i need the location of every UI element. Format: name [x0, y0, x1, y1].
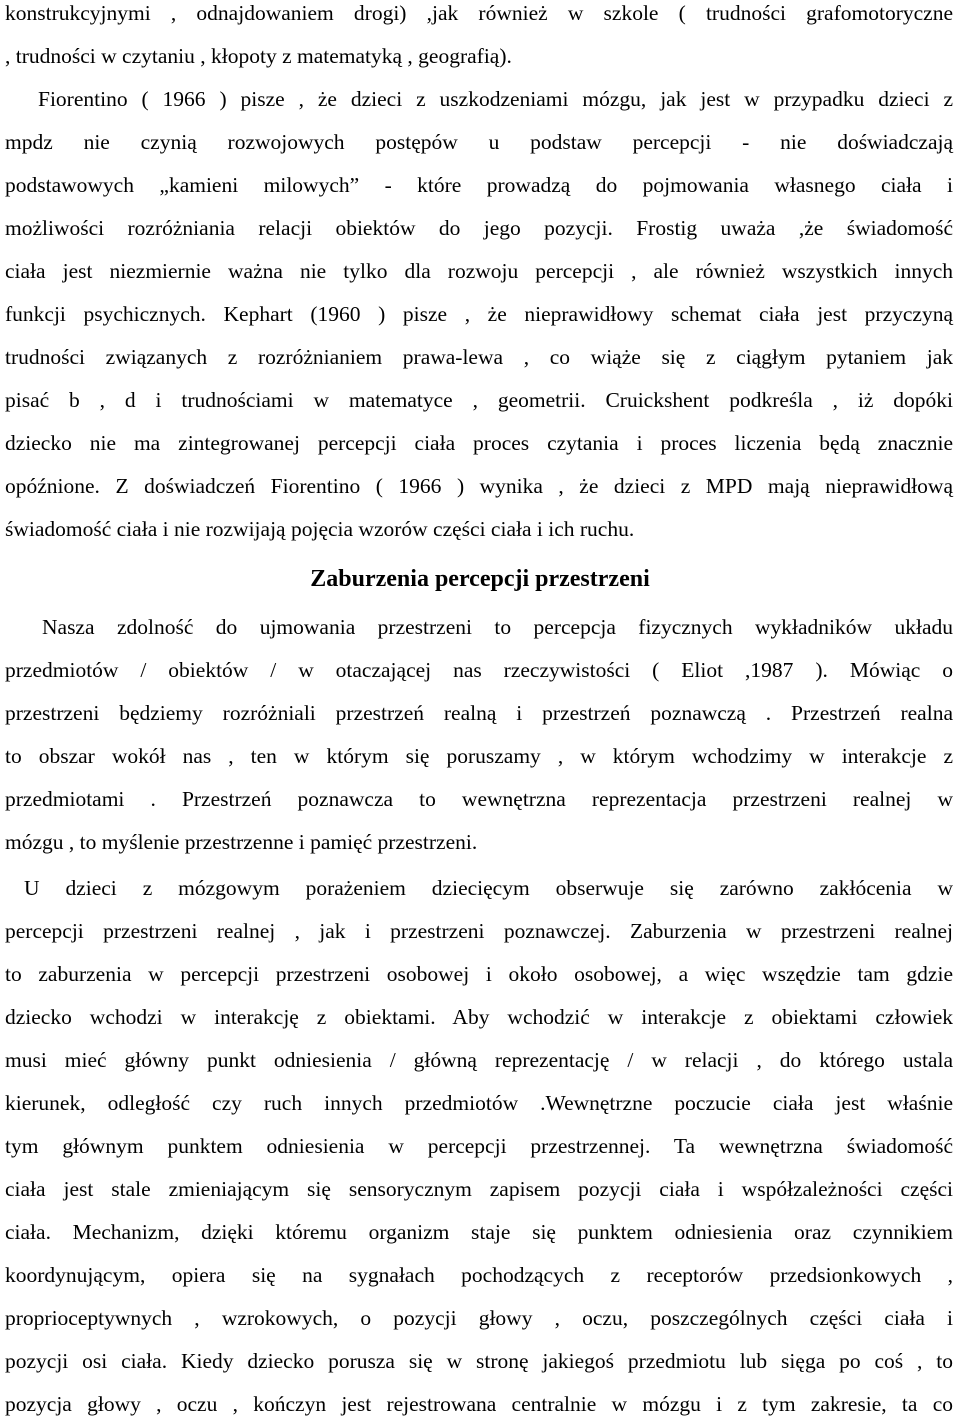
paragraph-line: podstawowych „kamieni milowych” - które prowadzą do pojmowania własnego ciała i [5, 173, 953, 197]
paragraph-line: pozycja głowy , oczu , kończyn jest rejestrowana centralnie w mózgu i z tym zakresie, ta co [5, 1392, 953, 1416]
paragraph-line: pozycji osi ciała. Kiedy dziecko porusza się w stronę jakiegoś przedmiotu lub sięga po coś , to [5, 1349, 953, 1373]
paragraph-line: to zaburzenia w percepcji przestrzeni osobowej i około osobowej, a więc wszędzie tam gdzie [5, 962, 953, 986]
paragraph-line: pisać b , d i trudnościami w matematyce , geometrii. Cruickshent podkreśla , iż dopóki [5, 388, 953, 412]
paragraph-line: mózgu , to myślenie przestrzenne i pamięć przestrzeni. [5, 830, 478, 854]
paragraph-line: proprioceptywnych , wzrokowych, o pozycji głowy , oczu, poszczególnych części ciała i [5, 1306, 953, 1330]
paragraph-line: przedmiotów / obiektów / w otaczającej nas rzeczywistości ( Eliot ,1987 ). Mówiąc o [5, 658, 953, 682]
paragraph-line: koordynującym, opiera się na sygnałach pochodzących z receptorów przedsionkowych , [5, 1263, 953, 1287]
paragraph-line: ciała jest niezmiernie ważna nie tylko dla rozwoju percepcji , ale również wszystkich innych [5, 259, 953, 283]
paragraph-line: dziecko nie ma zintegrowanej percepcji ciała proces czytania i proces liczenia będą znacznie [5, 431, 953, 455]
paragraph-line: konstrukcyjnymi , odnajdowaniem drogi) ,jak również w szkole ( trudności grafomotoryczne [5, 1, 953, 25]
paragraph-line: Nasza zdolność do ujmowania przestrzeni to percepcja fizycznych wykładników układu [42, 615, 953, 639]
paragraph-line: U dzieci z mózgowym porażeniem dziecięcym obserwuje się zarówno zakłócenia w [24, 876, 953, 900]
paragraph-line: możliwości rozróżniania relacji obiektów do jego pozycji. Frostig uważa ,że świadomość [5, 216, 953, 240]
paragraph-line: przedmiotami . Przestrzeń poznawcza to wewnętrzna reprezentacja przestrzeni realnej w [5, 787, 953, 811]
paragraph-line: przestrzeni będziemy rozróżniali przestrzeń realną i przestrzeń poznawczą . Przestrzeń realna [5, 701, 953, 725]
paragraph-line: ciała. Mechanizm, dzięki któremu organizm staje się punktem odniesienia oraz czynnikiem [5, 1220, 953, 1244]
paragraph-line: Fiorentino ( 1966 ) pisze , że dzieci z uszkodzeniami mózgu, jak jest w przypadku dzieci z [38, 87, 953, 111]
paragraph-line: to obszar wokół nas , ten w którym się poruszamy , w którym wchodzimy w interakcje z [5, 744, 953, 768]
paragraph-line: dziecko wchodzi w interakcję z obiektami. Aby wchodzić w interakcje z obiektami człowiek [5, 1005, 953, 1029]
paragraph-line: tym głównym punktem odniesienia w percepcji przestrzennej. Ta wewnętrzna świadomość [5, 1134, 953, 1158]
paragraph-line: opóźnione. Z doświadczeń Fiorentino ( 1966 ) wynika , że dzieci z MPD mają nieprawidłową [5, 474, 953, 498]
paragraph-line: trudności związanych z rozróżnianiem prawa-lewa , co wiąże się z ciągłym pytaniem jak [5, 345, 953, 369]
paragraph-line: funkcji psychicznych. Kephart (1960 ) pisze , że nieprawidłowy schemat ciała jest przyczyną [5, 302, 953, 326]
paragraph-line: ciała jest stale zmieniającym się sensorycznym zapisem pozycji ciała i współzależności części [5, 1177, 953, 1201]
paragraph-line: , trudności w czytaniu , kłopoty z matematyką , geografią). [5, 44, 512, 68]
paragraph-line: musi mieć główny punkt odniesienia / główną reprezentację / w relacji , do którego ustala [5, 1048, 953, 1072]
paragraph-line: mpdz nie czynią rozwojowych postępów u podstaw percepcji - nie doświadczają [5, 130, 953, 154]
paragraph-line: kierunek, odległość czy ruch innych przedmiotów .Wewnętrzne poczucie ciała jest właśnie [5, 1091, 953, 1115]
paragraph-line: percepcji przestrzeni realnej , jak i przestrzeni poznawczej. Zaburzenia w przestrzeni realnej [5, 919, 953, 943]
section-heading: Zaburzenia percepcji przestrzeni [310, 566, 650, 592]
paragraph-line: świadomość ciała i nie rozwijają pojęcia wzorów części ciała i ich ruchu. [5, 517, 635, 541]
